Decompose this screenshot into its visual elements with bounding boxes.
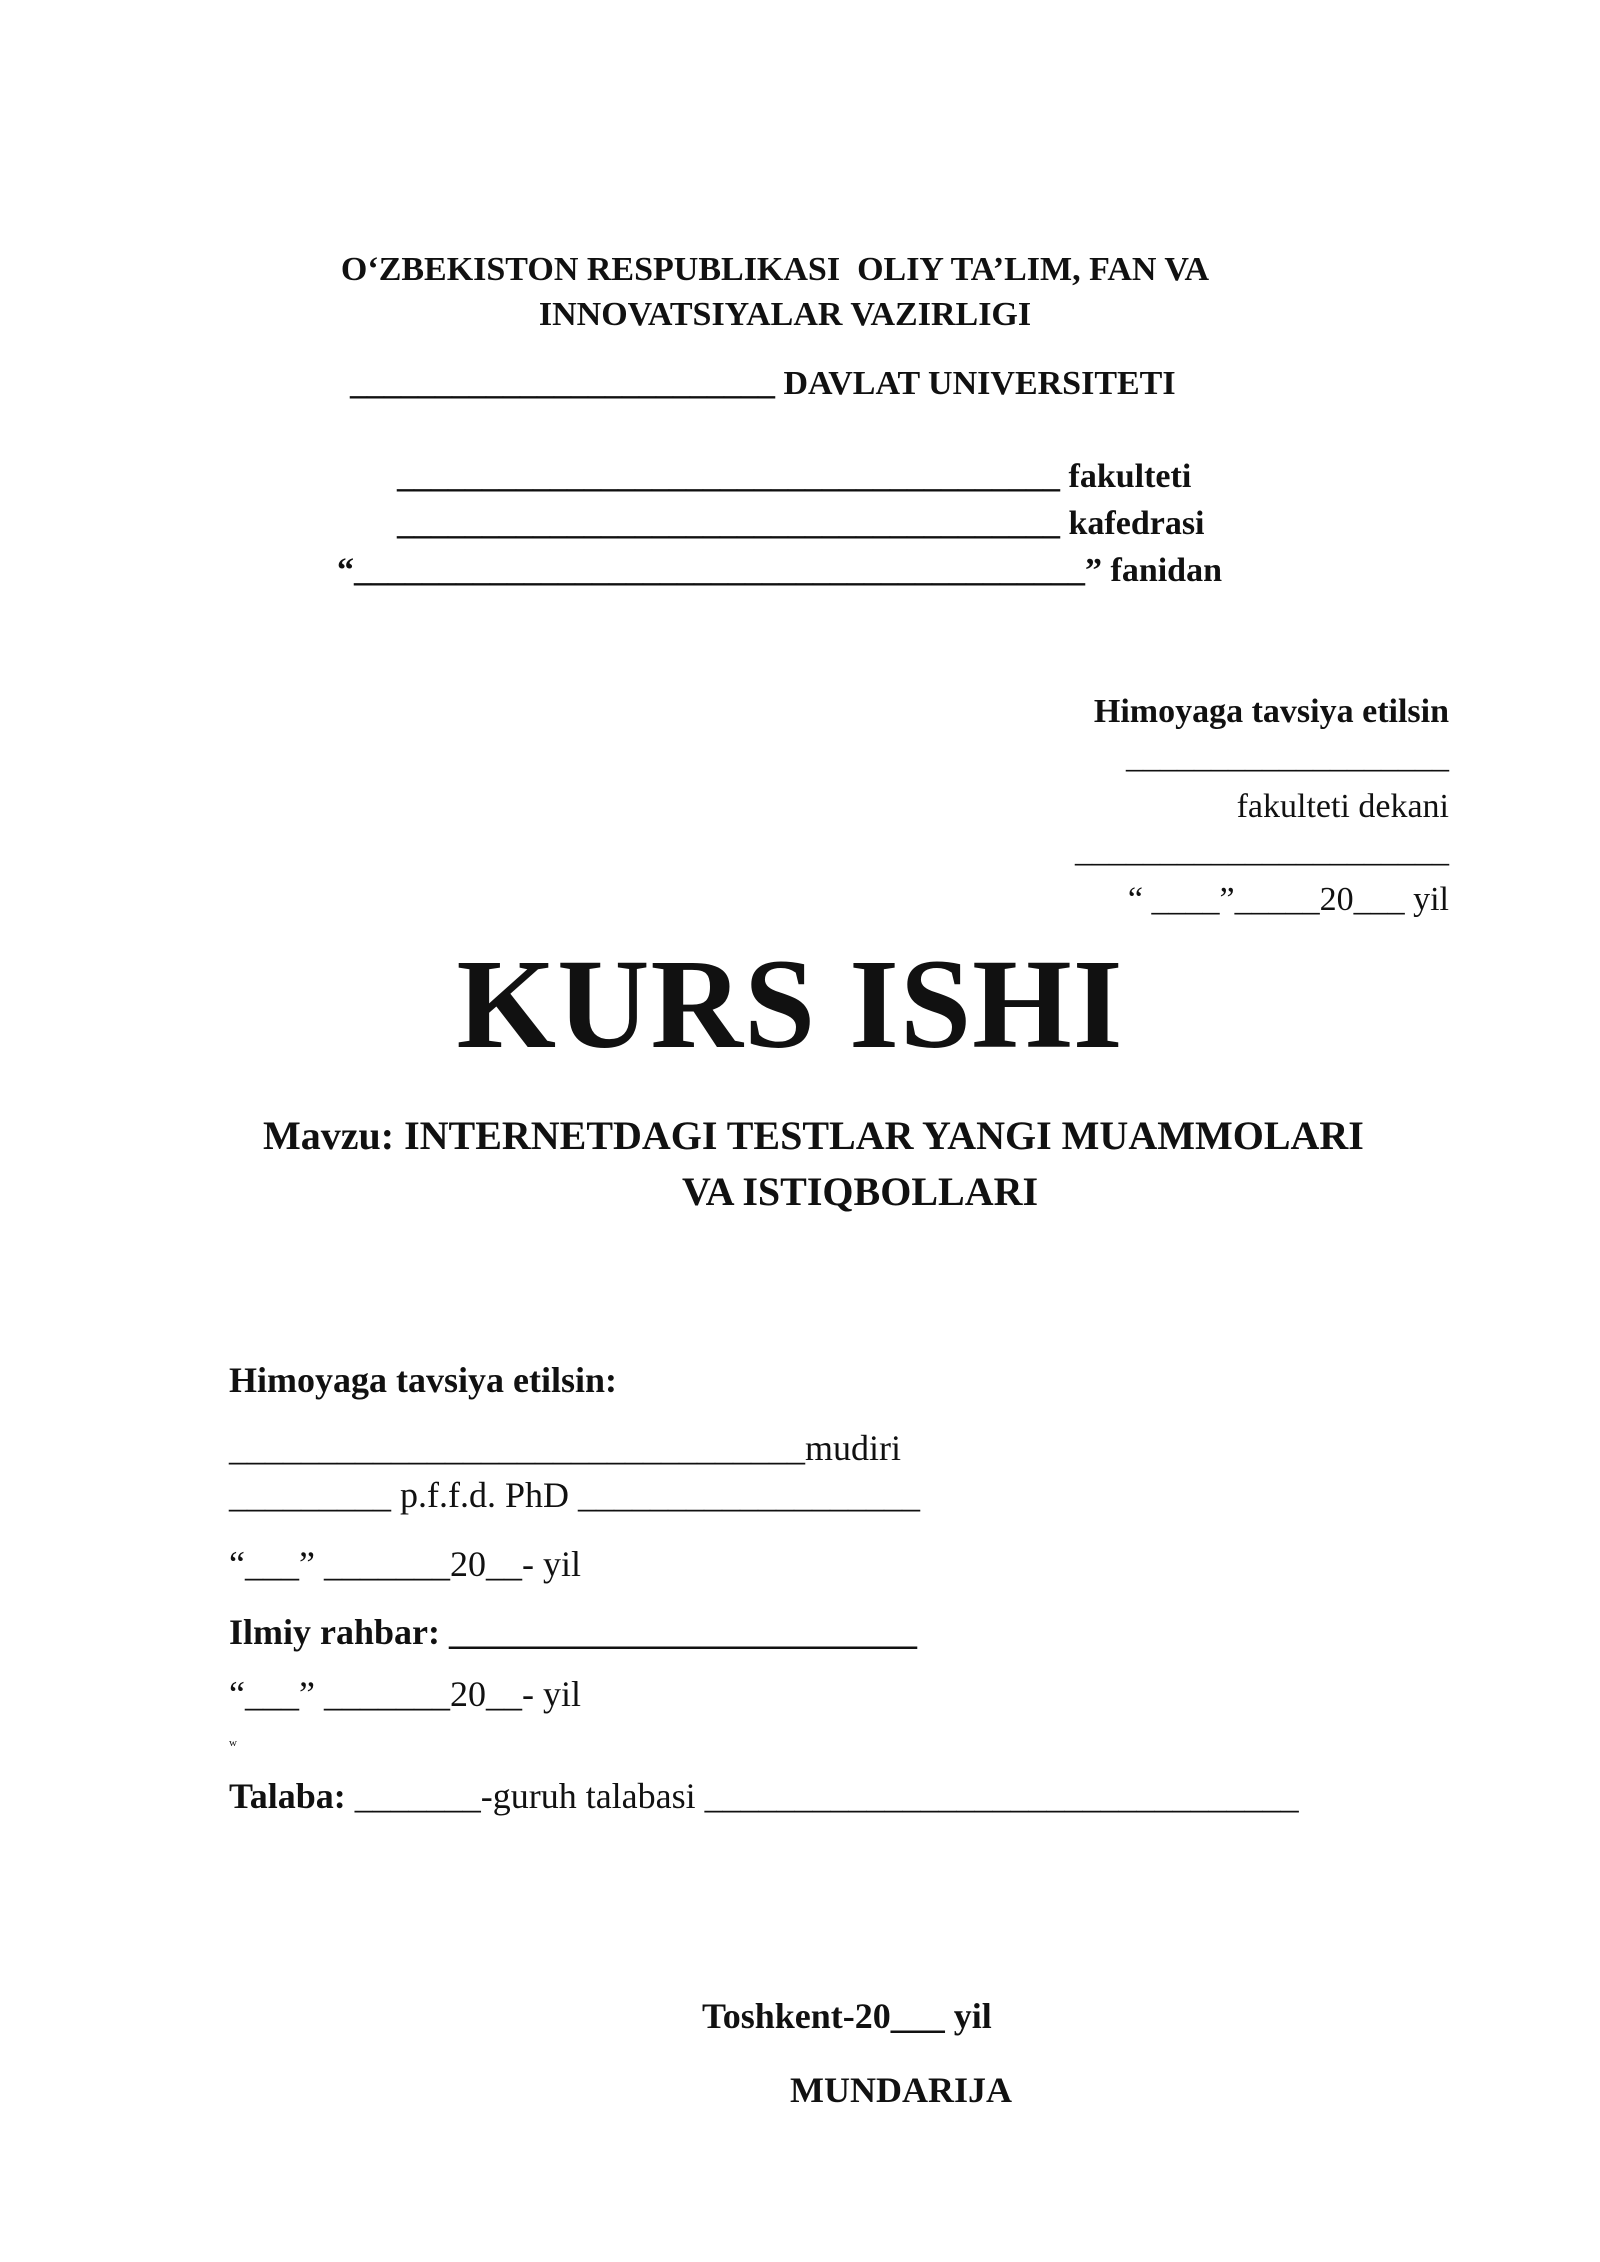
ministry-line-2: INNOVATSIYALAR VAZIRLIGI [538, 296, 1032, 333]
dean-approval-date: “ ____”_____20___ yil [1127, 881, 1449, 918]
next-section-heading: MUNDARIJA [790, 2070, 1012, 2110]
stray-mark: w [229, 1737, 237, 1749]
faculty-line: _______________________________________ fakulteti [397, 458, 1192, 495]
topic-line-1: Mavzu: INTERNETDAGI TESTLAR YANGI MUAMMOLARI [263, 1113, 1364, 1158]
degree-line: _________ p.f.f.d. PhD ___________________ [229, 1475, 920, 1515]
student-label: Talaba: [229, 1776, 346, 1816]
subject-line: “___________________________________________” fanidan [337, 552, 1222, 589]
student-group-line: _______-guruh talabasi _________________________________ [345, 1776, 1299, 1816]
approval-title: Himoyaga tavsiya etilsin: [229, 1360, 617, 1400]
approval-date-1: “___” _______20__- yil [229, 1544, 581, 1584]
city-year: Toshkent-20___ yil [702, 1996, 992, 2036]
dean-approval-blank-1: ___________________ [1126, 738, 1449, 775]
department-head-line: ________________________________mudiri [229, 1428, 901, 1468]
document-title: KURS ISHI [456, 933, 1124, 1075]
supervisor-line: Ilmiy rahbar: __________________________ [229, 1612, 917, 1652]
ministry-line-1: O‘ZBEKISTON RESPUBLIKASI OLIY TA’LIM, FAN VA [340, 251, 1210, 288]
topic-line-2: VA ISTIQBOLLARI [681, 1169, 1039, 1214]
student-line [229, 1778, 1299, 1814]
dean-role: fakulteti dekani [1236, 788, 1449, 825]
university-line: _________________________ DAVLAT UNIVERSITETI [350, 365, 1176, 402]
approval-date-2: “___” _______20__- yil [229, 1674, 581, 1714]
department-line: _______________________________________ kafedrasi [397, 505, 1205, 542]
dean-approval-title: Himoyaga tavsiya etilsin [1093, 693, 1449, 730]
dean-approval-blank-2: ______________________ [1075, 832, 1449, 869]
